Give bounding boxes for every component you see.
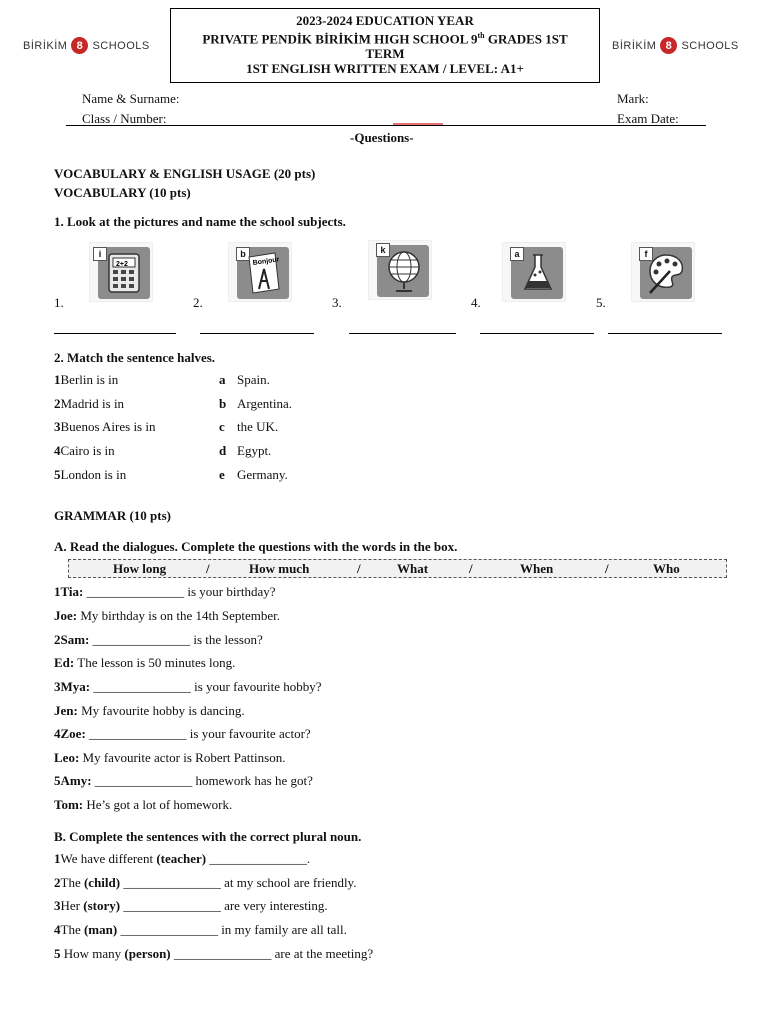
match-text: Argentina. <box>237 396 292 411</box>
plural-sentence <box>54 898 328 914</box>
word-box <box>68 559 727 578</box>
answer-blank[interactable] <box>480 332 594 334</box>
sentence-text: _______________ at my school are friendly. <box>120 875 357 890</box>
word-separator: / <box>469 561 473 576</box>
picture-letter: f <box>639 247 653 261</box>
picture-letter: i <box>93 247 107 261</box>
book-caption: Bonjour <box>252 256 280 267</box>
dialogue-speaker: Joe: <box>54 608 78 623</box>
sentence-text: We have different <box>60 851 157 866</box>
match-letter: b <box>219 396 227 411</box>
answer-blank[interactable] <box>54 332 176 334</box>
sentence-text: _______________. <box>206 851 311 866</box>
dialogue-text: My birthday is on the 14th September. <box>77 608 281 623</box>
picture-palette <box>631 242 695 302</box>
logo-text: BİRİKİM <box>23 39 68 52</box>
match-number: 5 <box>54 467 61 482</box>
picture-number: 5. <box>596 295 606 310</box>
match-letter: d <box>219 443 227 458</box>
match-number: 2 <box>54 396 61 411</box>
match-right-item <box>219 443 271 459</box>
match-number: 1 <box>54 372 61 387</box>
mark-label: Mark: <box>617 91 649 106</box>
match-right-item <box>219 396 292 412</box>
prompt-word: (story) <box>83 898 121 913</box>
dialogue-text: _______________ is the lesson? <box>89 632 263 647</box>
logo-emblem-icon: 8 <box>71 37 88 54</box>
match-letter: a <box>219 372 226 387</box>
dialogue-number: 4 <box>54 726 61 741</box>
palette-icon <box>646 251 686 295</box>
title-line: 1ST ENGLISH WRITTEN EXAM / LEVEL: A1+ <box>246 61 524 77</box>
title-line <box>171 28 599 46</box>
section-subheading: VOCABULARY (10 pts) <box>54 185 191 200</box>
prompt-word: (person) <box>124 946 171 961</box>
dialogue-speaker: Tia: <box>60 584 84 599</box>
title-superscript: th <box>477 31 485 40</box>
question-2-title: 2. Match the sentence halves. <box>54 350 216 365</box>
picture-number: 3. <box>332 295 342 310</box>
match-left-item <box>54 396 124 412</box>
class-label: Class / Number: <box>82 111 167 126</box>
sentence-number: 1 <box>54 851 61 866</box>
plural-sentence <box>54 946 373 962</box>
sentence-text: Her <box>60 898 84 913</box>
word-option: Who <box>653 561 680 576</box>
picture-number: 1. <box>54 295 64 310</box>
word-separator: / <box>357 561 361 576</box>
dialogue-number: 1 <box>54 584 61 599</box>
dialogue-text: My favourite actor is Robert Pattinson. <box>79 750 286 765</box>
dialogue-line <box>54 726 311 742</box>
logo-emblem-icon: 8 <box>660 37 677 54</box>
dialogue-speaker: Jen: <box>54 703 78 718</box>
dialogue-line <box>54 703 245 719</box>
dialogue-line <box>54 750 285 766</box>
picture-flask <box>502 242 566 302</box>
dialogue-speaker: Mya: <box>60 679 91 694</box>
sentence-text: The <box>60 875 84 890</box>
dialogue-speaker: Amy: <box>60 773 92 788</box>
match-text: Berlin is in <box>60 372 119 387</box>
dialogue-line <box>54 679 322 695</box>
word-separator: / <box>206 561 210 576</box>
dialogue-line <box>54 773 313 789</box>
sentence-text: _______________ in my family are all tall. <box>117 922 347 937</box>
name-label: Name & Surname: <box>82 91 180 106</box>
picture-globe <box>368 240 432 300</box>
picture-letter: b <box>236 247 250 261</box>
dialogue-text: The lesson is 50 minutes long. <box>74 655 236 670</box>
school-logo-right <box>612 37 739 54</box>
picture-number: 4. <box>471 295 481 310</box>
part-a-title: A. Read the dialogues. Complete the questions with the words in the box. <box>54 539 458 554</box>
prompt-word: (man) <box>83 922 118 937</box>
match-text: London is in <box>60 467 127 482</box>
calculator-icon <box>108 253 140 293</box>
dialogue-speaker: Leo: <box>54 750 80 765</box>
title-text: GRADES 1ST <box>484 31 568 47</box>
question-1-title: 1. Look at the pictures and name the school subjects. <box>54 214 346 229</box>
dialogue-text: _______________ is your favourite hobby? <box>90 679 322 694</box>
match-number: 3 <box>54 419 61 434</box>
match-left-item <box>54 467 126 483</box>
dialogue-line <box>54 584 275 600</box>
dialogue-text: _______________ homework has he got? <box>91 773 313 788</box>
sentence-number: 4 <box>54 922 61 937</box>
match-text: Spain. <box>237 372 270 387</box>
grammar-heading: GRAMMAR (10 pts) <box>54 508 171 523</box>
word-option: When <box>520 561 554 576</box>
dialogue-number: 2 <box>54 632 61 647</box>
french-book-icon <box>245 251 281 295</box>
logo-text: SCHOOLS <box>681 39 739 52</box>
match-right-item <box>219 419 278 435</box>
calculator-caption: 2+2 <box>116 261 128 268</box>
match-number: 4 <box>54 443 61 458</box>
questions-heading: -Questions- <box>350 130 414 145</box>
plural-sentence <box>54 875 356 891</box>
dialogue-line <box>54 797 232 813</box>
plural-sentence <box>54 922 347 938</box>
sentence-text: _______________ are very interesting. <box>120 898 328 913</box>
picture-french-book <box>228 242 292 302</box>
match-right-item <box>219 372 270 388</box>
prompt-word: (teacher) <box>156 851 207 866</box>
exam-date-label: Exam Date: <box>617 111 679 126</box>
picture-calculator <box>89 242 153 302</box>
sentence-number: 3 <box>54 898 61 913</box>
dialogue-line <box>54 632 263 648</box>
sentence-text: How many <box>60 946 125 961</box>
dialogue-number: 3 <box>54 679 61 694</box>
match-left-item <box>54 419 155 435</box>
dialogue-line <box>54 655 235 671</box>
logo-text: BİRİKİM <box>612 39 657 52</box>
flask-icon <box>521 251 555 295</box>
info-divider <box>66 125 706 126</box>
word-separator: / <box>605 561 609 576</box>
match-left-item <box>54 372 118 388</box>
match-text: Buenos Aires is in <box>60 419 156 434</box>
globe-icon <box>385 249 423 295</box>
part-b-title: B. Complete the sentences with the correct plural noun. <box>54 829 362 844</box>
title-line: 2023-2024 EDUCATION YEAR <box>296 13 474 28</box>
match-left-item <box>54 443 115 459</box>
title-line: TERM <box>365 46 405 62</box>
exam-title-box <box>170 8 600 83</box>
word-option: What <box>397 561 429 576</box>
match-letter: e <box>219 467 225 482</box>
prompt-word: (child) <box>83 875 121 890</box>
answer-blank[interactable] <box>608 332 722 334</box>
sentence-number: 2 <box>54 875 61 890</box>
match-text: Cairo is in <box>60 443 115 458</box>
dialogue-number: 5 <box>54 773 61 788</box>
sentence-text: The <box>60 922 84 937</box>
section-heading: VOCABULARY & ENGLISH USAGE (20 pts) <box>54 166 316 181</box>
red-mark <box>393 123 443 125</box>
answer-blank[interactable] <box>349 332 456 334</box>
dialogue-speaker: Zoe: <box>60 726 86 741</box>
title-text: PRIVATE PENDİK BİRİKİM HIGH SCHOOL 9 <box>202 31 478 47</box>
word-option: How long <box>113 561 167 576</box>
match-text: the UK. <box>237 419 279 434</box>
word-option: How much <box>249 561 310 576</box>
dialogue-text: _______________ is your favourite actor? <box>85 726 311 741</box>
match-text: Madrid is in <box>60 396 125 411</box>
dialogue-speaker: Ed: <box>54 655 75 670</box>
sentence-text: _______________ are at the meeting? <box>170 946 374 961</box>
picture-letter: a <box>510 247 524 261</box>
answer-blank[interactable] <box>200 332 314 334</box>
dialogue-speaker: Tom: <box>54 797 84 812</box>
picture-number: 2. <box>193 295 203 310</box>
logo-text: SCHOOLS <box>92 39 150 52</box>
match-right-item <box>219 467 288 483</box>
match-text: Germany. <box>237 467 288 482</box>
dialogue-text: My favourite hobby is dancing. <box>77 703 245 718</box>
dialogue-text: He’s got a lot of homework. <box>83 797 233 812</box>
match-letter: c <box>219 419 225 434</box>
picture-letter: k <box>376 243 390 257</box>
dialogue-speaker: Sam: <box>60 632 90 647</box>
sentence-number: 5 <box>54 946 61 961</box>
plural-sentence <box>54 851 310 867</box>
dialogue-text: _______________ is your birthday? <box>83 584 276 599</box>
school-logo-left <box>23 37 150 54</box>
match-text: Egypt. <box>237 443 272 458</box>
dialogue-line <box>54 608 280 624</box>
